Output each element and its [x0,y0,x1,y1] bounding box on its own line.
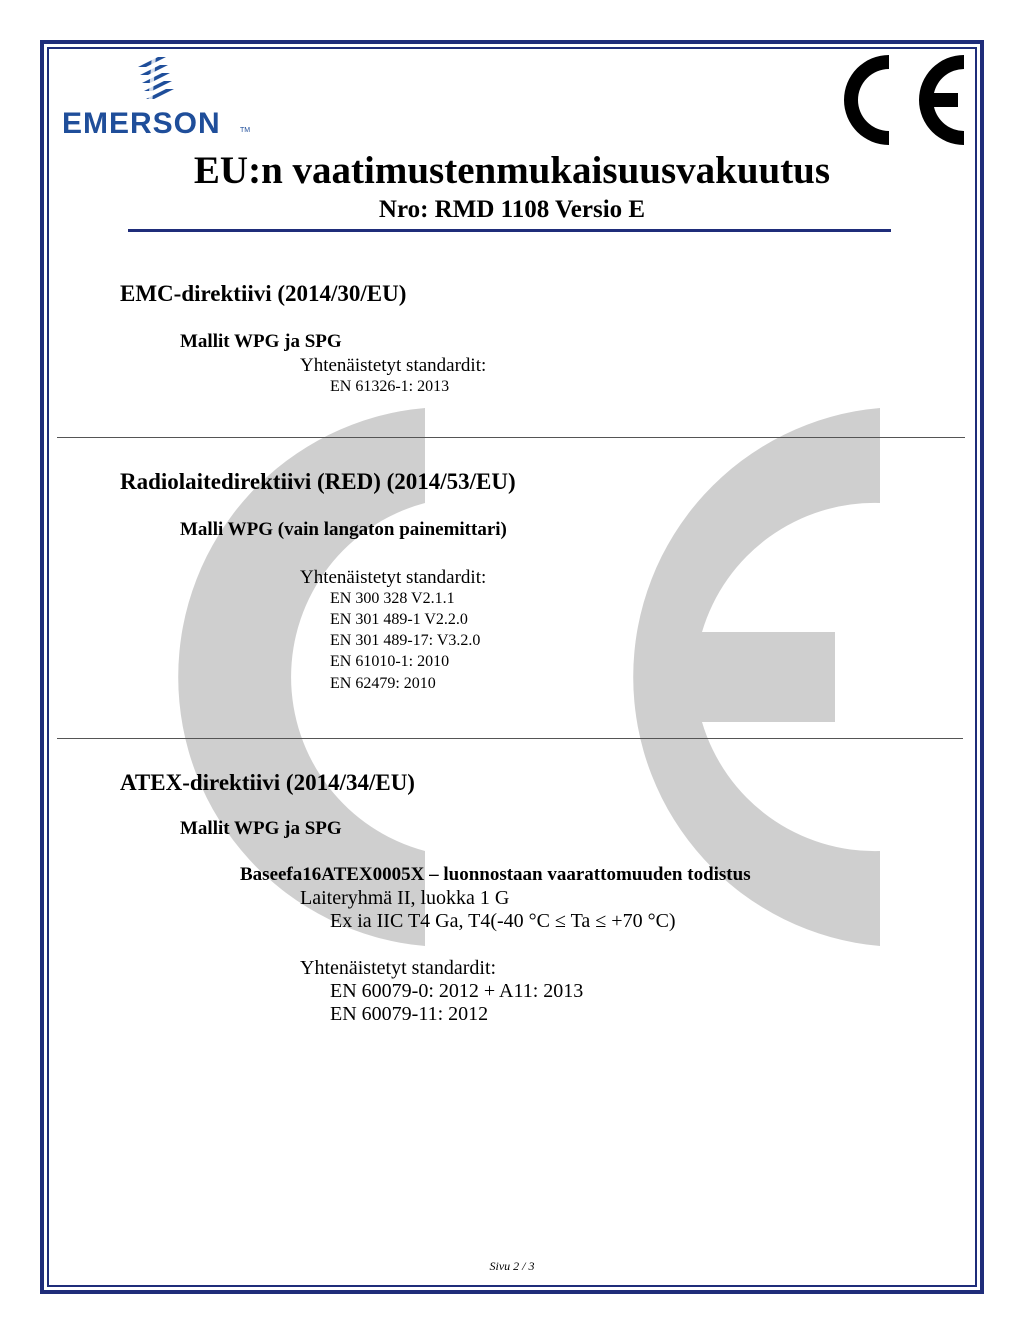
atex-heading: ATEX-direktiivi (2014/34/EU) [120,770,415,795]
red-standard: EN 300 328 V2.1.1 [330,590,455,607]
emc-heading: EMC-direktiivi (2014/30/EU) [120,281,407,306]
emc-models: Mallit WPG ja SPG [180,331,342,352]
atex-equipment-group: Laiteryhmä II, luokka 1 G [300,887,510,909]
title-divider [128,229,891,232]
red-standards-label: Yhtenäistetyt standardit: [300,567,487,588]
emc-standard: EN 61326-1: 2013 [330,378,450,395]
atex-certificate: Baseefa16ATEX0005X – luonnostaan vaarattomuuden todistus [240,864,751,885]
document-number: Nro: RMD 1108 Versio E [378,196,646,223]
atex-standard: EN 60079-0: 2012 + A11: 2013 [330,980,584,1002]
ce-mark-icon [840,55,968,145]
emerson-logo [62,55,252,140]
page-number: Sivu 2 / 3 [489,1259,535,1273]
atex-models: Mallit WPG ja SPG [180,818,342,839]
red-models: Malli WPG (vain langaton painemittari) [180,519,507,540]
red-standard: EN 61010-1: 2010 [330,653,450,670]
trademark-symbol: TM [240,127,251,134]
section-divider [57,437,965,438]
emc-standards-label: Yhtenäistetyt standardit: [300,355,487,376]
emerson-logo-icon [122,55,182,107]
atex-standards-label: Yhtenäistetyt standardit: [300,957,497,979]
red-standard: EN 62479: 2010 [330,675,436,692]
red-standard: EN 301 489-1 V2.2.0 [330,611,468,628]
atex-marking: Ex ia IIC T4 Ga, T4(-40 °C ≤ Ta ≤ +70 °C) [330,910,676,932]
red-heading: Radiolaitedirektiivi (RED) (2014/53/EU) [120,469,516,494]
page-title: EU:n vaatimustenmukaisuusvakuutus [193,149,831,192]
red-standard: EN 301 489-17: V3.2.0 [330,632,481,649]
logo-text: EMERSON [62,107,221,140]
atex-standard: EN 60079-11: 2012 [330,1003,489,1025]
section-divider [57,738,963,739]
